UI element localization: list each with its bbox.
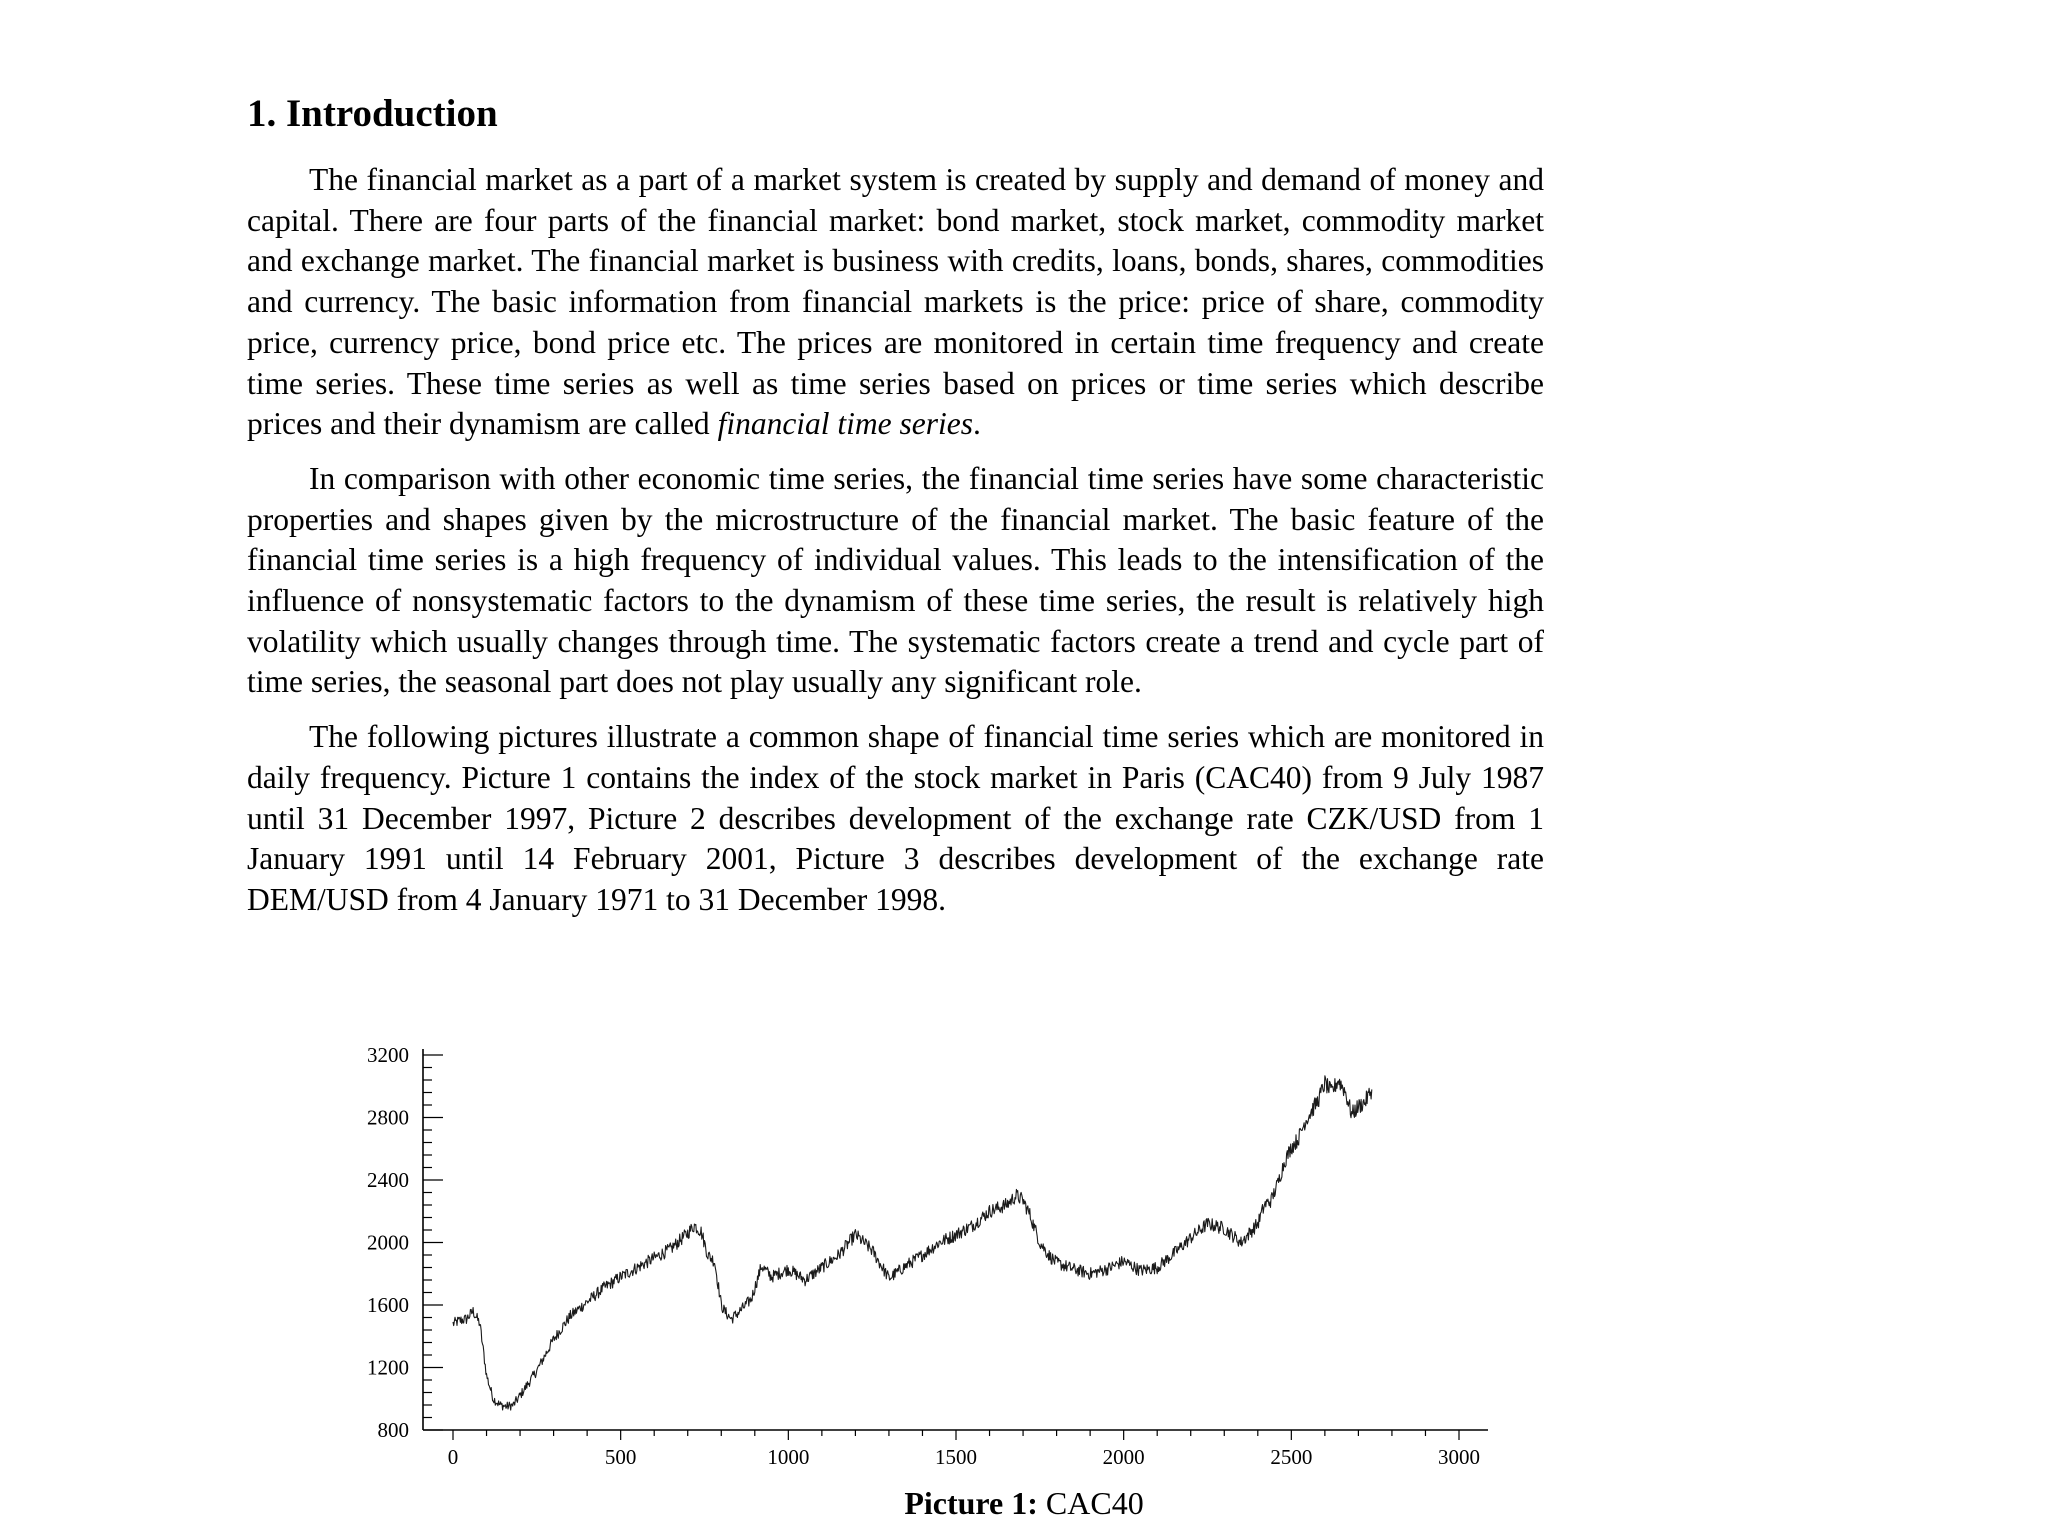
x-tick-label: 2500 [1270, 1445, 1313, 1469]
x-tick-label: 500 [604, 1445, 637, 1469]
paragraph-1-tail: . [973, 406, 981, 442]
y-tick-label: 3200 [367, 1043, 409, 1067]
x-tick-label: 1500 [935, 1445, 977, 1469]
paragraph-2: In comparison with other economic time series, the financial time series have some characteristic properties and shapes given by the microstructure of the financial market. The basic feature of the financial time series is a high frequency of individual values. This leads to the intensification of the influence of nonsystematic factors to the dynamism of these time series, the result is relatively high volatility which usually changes through time. The systematic factors create a trend and cycle part of time series, the seasonal part does not play usually any significant role. [247, 460, 1544, 700]
cac40-chart [340, 1040, 1500, 1480]
document-page [247, 90, 1544, 935]
y-tick-label: 800 [377, 1418, 409, 1442]
y-tick-label: 1600 [367, 1293, 409, 1317]
x-tick-label: 0 [447, 1445, 459, 1469]
series-line-cac40 [453, 1076, 1372, 1410]
section-title: 1. Introduction [247, 92, 498, 135]
figure-caption [0, 1483, 2048, 1523]
y-tick-label: 2000 [367, 1230, 409, 1255]
x-tick-label: 1000 [767, 1445, 810, 1469]
x-tick-label: 2000 [1102, 1445, 1145, 1469]
cac40-chart-svg [340, 1040, 1500, 1480]
x-tick-label: 3000 [1438, 1445, 1480, 1469]
paragraph-1-text: The financial market as a part of a market system is created by supply and demand of money and capital. There are four parts of the financial market: bond market, stock market, commodity market and exchange market. The financial market is business with credits, loans, bonds, shares, commodities and currency. The basic information from financial markets is the price: price of share, commodity price, currency price, bond price etc. The prices are monitored in certain time frequency and create time series. These time series as well as time series based on prices or time series which describe prices and their dynamism are called [247, 162, 1544, 442]
y-tick-label: 2400 [367, 1168, 409, 1192]
paragraph-3: The following pictures illustrate a common shape of financial time series which are monitored in daily frequency. Picture 1 contains the index of the stock market in Paris (CAC40) from 9 July 1987 until 31 December 1997, Picture 2 describes development of the exchange rate CZK/USD from 1 January 1991 until 14 February 2001, Picture 3 describes development of the exchange rate DEM/USD from 4 January 1971 to 31 December 1998. [247, 719, 1544, 917]
paragraph-1 [247, 160, 1544, 445]
paragraph-1-italic-term: financial time series [717, 406, 974, 442]
caption-text: CAC40 [1045, 1485, 1144, 1521]
y-tick-label: 2800 [367, 1105, 409, 1130]
caption-label: Picture 1: [904, 1485, 1038, 1521]
y-tick-label: 1200 [367, 1355, 409, 1380]
